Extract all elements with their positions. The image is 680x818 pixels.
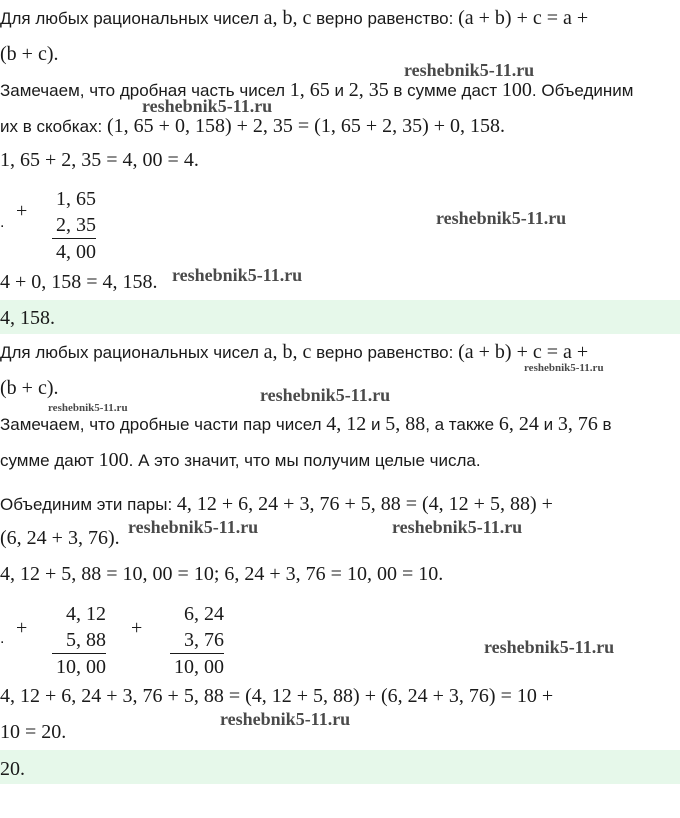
b1-column-addition <box>52 186 96 265</box>
b1-grouping-line: их в скобках: (1, 65 + 0, 158) + 2, 35 = (1, 65 + 2, 35) + 0, 158. <box>0 115 506 137</box>
b1-answer: 4, 158. <box>0 307 55 329</box>
b2-grouping-line-2: (6, 24 + 3, 76). <box>0 527 120 549</box>
b2-final-line: 4, 12 + 6, 24 + 3, 76 + 5, 88 = (4, 12 + 5, 88) + (6, 24 + 3, 76) = 10 + <box>0 685 554 707</box>
watermark: reshebnik5-11.ru <box>436 208 567 228</box>
b2-column1-plus: + <box>16 617 28 639</box>
b2-column2-plus: + <box>131 617 143 639</box>
b1-column-a: 1, 65 <box>56 188 96 210</box>
b2-observation-line: Замечаем, что дробные части пар чисел 4, 12 и 5, 88, а также 6, 24 и 3, 76 в <box>0 413 612 435</box>
b2-column-dot: . <box>0 630 5 647</box>
b2-column2-b: 3, 76 <box>184 629 224 651</box>
b1-column-b: 2, 35 <box>56 214 96 236</box>
b2-column1-sum: 10, 00 <box>52 653 106 680</box>
b2-pair-sums-line: 4, 12 + 5, 88 = 10, 00 = 10; 6, 24 + 3, 76 = 10, 00 = 10. <box>0 563 444 585</box>
b2-column2-a: 6, 24 <box>184 603 224 625</box>
watermark: reshebnik5-11.ru <box>48 402 128 414</box>
b1-statement-line-2: (b + c). <box>0 43 59 65</box>
b2-answer: 20. <box>0 758 25 780</box>
b2-column1-addition <box>52 601 106 680</box>
b1-column-dot: . <box>0 214 5 231</box>
b1-final-line: 4 + 0, 158 = 4, 158. <box>0 271 158 293</box>
b2-statement-line: Для любых рациональных чисел a, b, c верно равенство: (a + b) + c = a + <box>0 341 589 363</box>
b2-column2-addition <box>170 601 224 680</box>
watermark: reshebnik5-11.ru <box>404 60 535 80</box>
b2-column1-b: 5, 88 <box>66 629 106 651</box>
watermark: reshebnik5-11.ru <box>220 709 351 729</box>
watermark: reshebnik5-11.ru <box>392 517 523 537</box>
b1-observation-line: Замечаем, что дробная часть чисел 1, 65 и 2, 35 в сумме даст 100. Объединим <box>0 79 634 101</box>
b1-answer-band <box>0 300 680 334</box>
b2-observation-line-2: сумме дают 100. А это значит, что мы получим целые числа. <box>0 449 481 471</box>
b2-answer-band <box>0 750 680 784</box>
b2-grouping-line: Объединим эти пары: 4, 12 + 6, 24 + 3, 76 + 5, 88 = (4, 12 + 5, 88) + <box>0 493 553 515</box>
b2-column2-sum: 10, 00 <box>170 653 224 680</box>
b1-column-sum: 4, 00 <box>52 238 96 265</box>
watermark: reshebnik5-11.ru <box>524 362 604 374</box>
b1-column-plus: + <box>16 200 28 222</box>
watermark: reshebnik5-11.ru <box>142 96 273 116</box>
b2-final-line-2: 10 = 20. <box>0 721 67 743</box>
b1-sum-line: 1, 65 + 2, 35 = 4, 00 = 4. <box>0 149 199 171</box>
watermark: reshebnik5-11.ru <box>260 385 391 405</box>
b2-statement-line-2: (b + c). <box>0 377 59 399</box>
watermark: reshebnik5-11.ru <box>128 517 259 537</box>
b1-statement-line: Для любых рациональных чисел a, b, c верно равенство: (a + b) + c = a + <box>0 7 589 29</box>
watermark: reshebnik5-11.ru <box>172 265 303 285</box>
b2-column1-a: 4, 12 <box>66 603 106 625</box>
watermark: reshebnik5-11.ru <box>484 637 615 657</box>
